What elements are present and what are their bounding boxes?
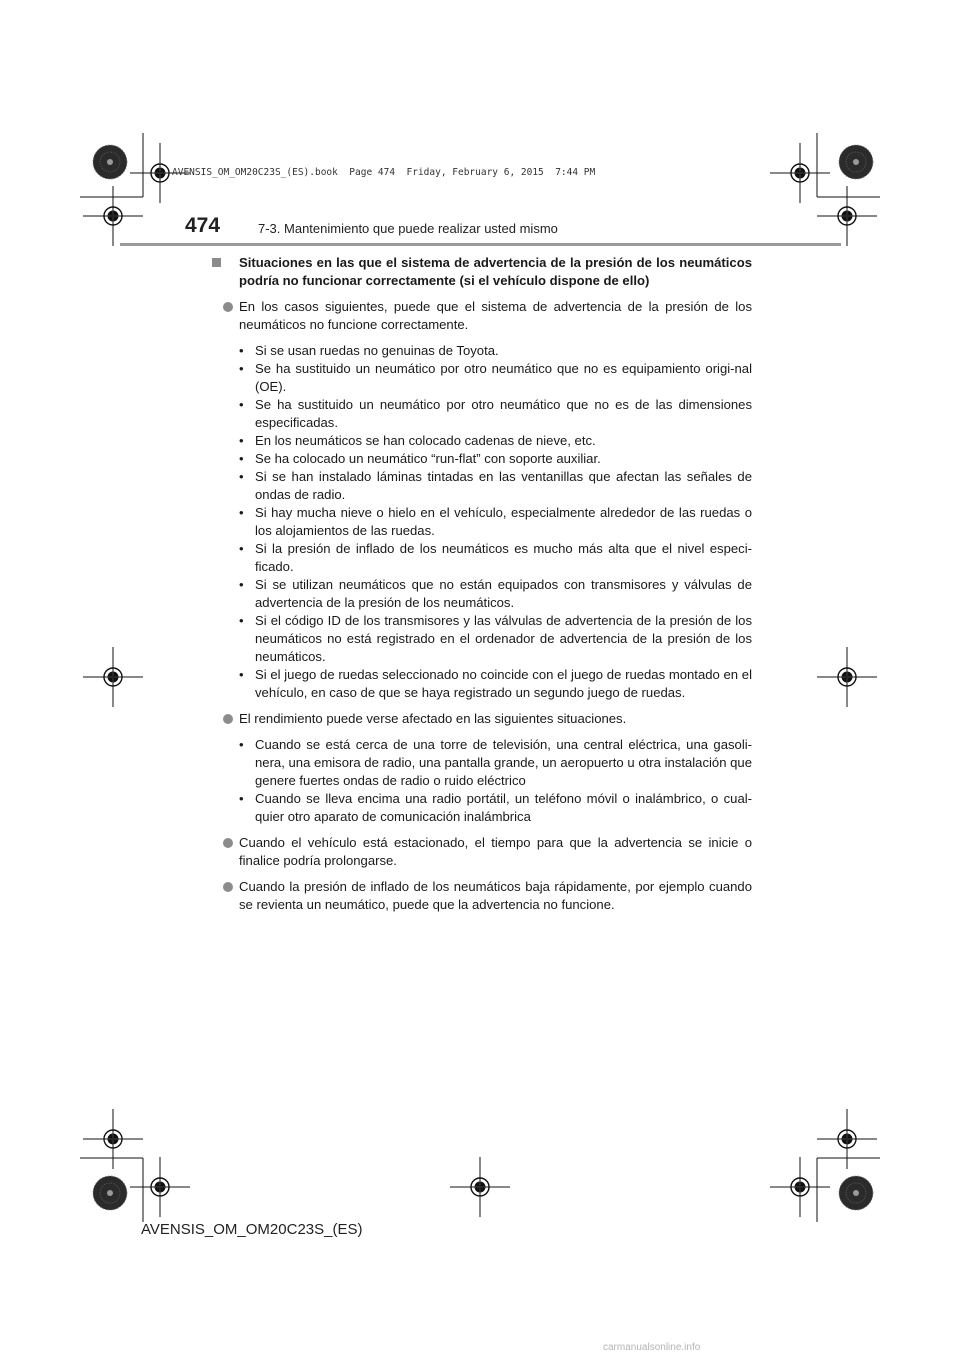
list-item	[239, 360, 752, 396]
bullet-glyph: •	[239, 361, 244, 376]
list-item	[239, 576, 752, 612]
paragraph	[212, 298, 752, 334]
paragraph	[212, 878, 752, 914]
bullet-list	[212, 342, 752, 702]
bullet-glyph: •	[239, 667, 244, 682]
list-item-text: En los neumáticos se han colocado cadenas de nieve, etc.	[255, 433, 596, 448]
bullet-glyph: •	[239, 397, 244, 412]
list-item	[239, 432, 752, 450]
list-item-text: Si se han instalado láminas tintadas en las ventanillas que afectan las señales de ondas de radio.	[255, 469, 752, 502]
bullet-glyph: •	[239, 343, 244, 358]
print-header: AVENSIS_OM_OM20C23S_(ES).book Page 474 Friday, February 6, 2015 7:44 PM	[172, 167, 596, 178]
list-item-text: Si se utilizan neumáticos que no están equipados con transmisores y válvulas de advertencia de la presión de los neumáticos.	[255, 577, 752, 610]
paragraph-text: En los casos siguientes, puede que el sistema de advertencia de la presión de los neumáticos no funcione correctamente.	[239, 299, 752, 332]
bullet-list	[212, 736, 752, 826]
paragraph-text: Cuando el vehículo está estacionado, el tiempo para que la advertencia se inicie o finalice podría prolongarse.	[239, 835, 752, 868]
watermark: carmanualsonline.info	[603, 1342, 701, 1353]
list-item-text: Si la presión de inflado de los neumáticos es mucho más alta que el nivel especi-ficado.	[255, 541, 752, 574]
list-item-text: Cuando se está cerca de una torre de televisión, una central eléctrica, una gasoli-nera, una emisora de radio, una pantalla grande, un aeropuerto u otra instalación que genere fuertes ondas de radio o ruido eléctrico	[255, 737, 752, 788]
header-rule	[120, 243, 841, 246]
paragraph	[212, 710, 752, 728]
list-item	[239, 342, 752, 360]
subsection-heading	[212, 254, 752, 290]
list-item-text: Se ha sustituido un neumático por otro neumático que no es de las dimensiones especificadas.	[255, 397, 752, 430]
list-item-text: Si se usan ruedas no genuinas de Toyota.	[255, 343, 499, 358]
list-item-text: Se ha sustituido un neumático por otro neumático que no es equipamiento origi-nal (OE).	[255, 361, 752, 394]
list-item-text: Si hay mucha nieve o hielo en el vehículo, especialmente alrededor de las ruedas o los alojamientos de las ruedas.	[255, 505, 752, 538]
bullet-glyph: •	[239, 577, 244, 592]
bullet-glyph: •	[239, 737, 244, 752]
subsection-heading-text: Situaciones en las que el sistema de advertencia de la presión de los neumáticos podría no funcionar correctamente (si el vehículo dispone de ello)	[239, 255, 752, 288]
list-item	[239, 450, 752, 468]
circle-bullet-icon	[223, 302, 233, 312]
square-marker-icon	[212, 258, 221, 267]
list-item-text: Si el juego de ruedas seleccionado no coincide con el juego de ruedas montado en el vehículo, en caso de que se haya registrado un segundo juego de ruedas.	[255, 667, 752, 700]
bullet-glyph: •	[239, 505, 244, 520]
bullet-glyph: •	[239, 433, 244, 448]
list-item	[239, 790, 752, 826]
circle-bullet-icon	[223, 714, 233, 724]
paragraph-text: Cuando la presión de inflado de los neumáticos baja rápidamente, por ejemplo cuando se revienta un neumático, puede que la advertencia no funcione.	[239, 879, 752, 912]
section-title: 7-3. Mantenimiento que puede realizar usted mismo	[258, 221, 558, 236]
circle-bullet-icon	[223, 882, 233, 892]
page-number: 474	[185, 214, 221, 237]
list-item	[239, 666, 752, 702]
paragraph	[212, 834, 752, 870]
main-content	[212, 254, 752, 922]
footer-document-code: AVENSIS_OM_OM20C23S_(ES)	[141, 1221, 363, 1238]
list-item	[239, 736, 752, 790]
paragraph-text: El rendimiento puede verse afectado en las siguientes situaciones.	[239, 711, 627, 726]
bullet-glyph: •	[239, 451, 244, 466]
bullet-glyph: •	[239, 541, 244, 556]
list-item	[239, 540, 752, 576]
list-item	[239, 396, 752, 432]
list-item	[239, 504, 752, 540]
bullet-glyph: •	[239, 613, 244, 628]
bullet-glyph: •	[239, 791, 244, 806]
list-item-text: Cuando se lleva encima una radio portátil, un teléfono móvil o inalámbrico, o cual-quier otro aparato de comunicación inalámbrica	[255, 791, 752, 824]
list-item-text: Se ha colocado un neumático “run-flat” con soporte auxiliar.	[255, 451, 601, 466]
circle-bullet-icon	[223, 838, 233, 848]
list-item	[239, 468, 752, 504]
bullet-glyph: •	[239, 469, 244, 484]
list-item	[239, 612, 752, 666]
paragraph-list	[212, 298, 752, 914]
list-item-text: Si el código ID de los transmisores y las válvulas de advertencia de la presión de los neumáticos no está registrado en el ordenador de advertencia de la presión de los neumáticos.	[255, 613, 752, 664]
